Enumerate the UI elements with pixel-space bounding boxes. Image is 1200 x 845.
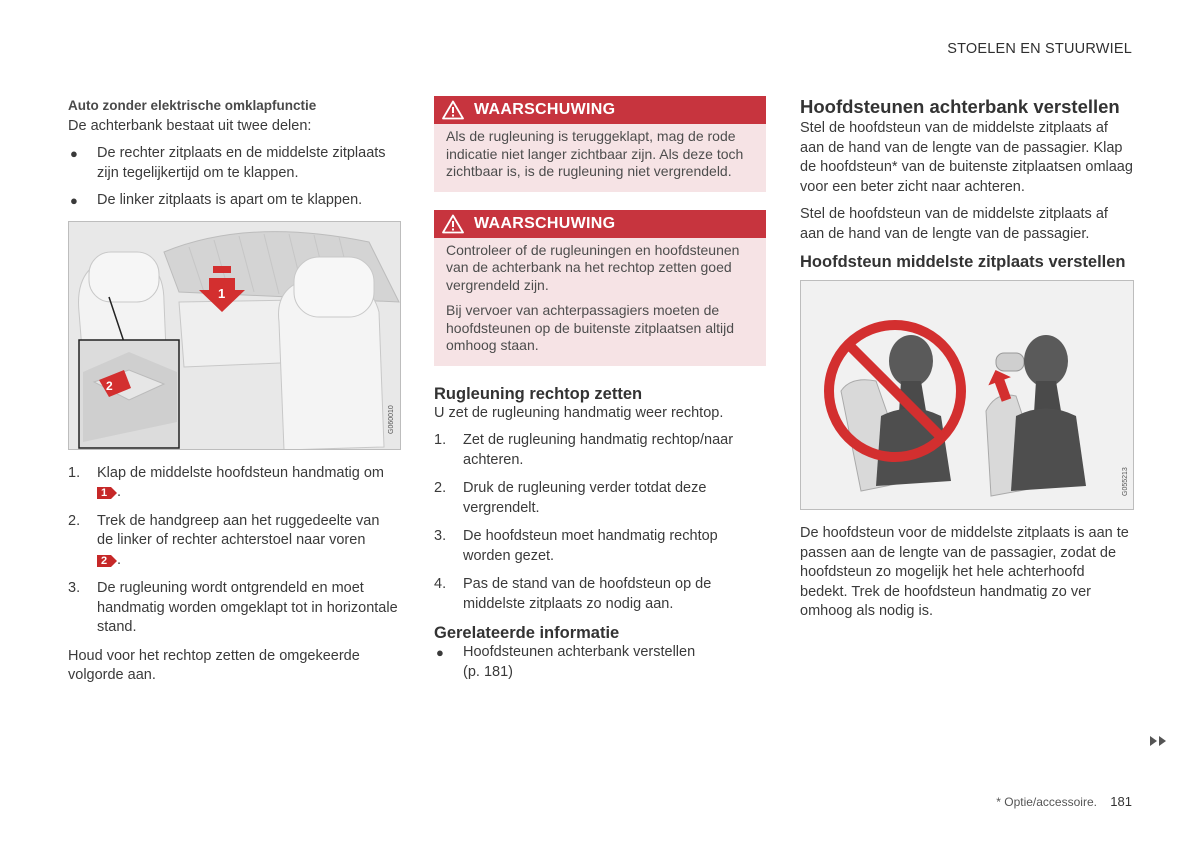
warning-title: WAARSCHUWING (474, 214, 616, 232)
bullet-icon: ● (436, 645, 444, 660)
related-list (434, 643, 766, 682)
left-column (68, 96, 398, 694)
figure-code: G055213 (1122, 467, 1129, 496)
callout-marker: 1 (97, 487, 117, 499)
subheading: Auto zonder elektrische omklapfunctie (68, 98, 317, 113)
subtitle: Hoofdsteun middelste zitplaats verstellen (800, 253, 1126, 271)
section-intro: U zet de rugleuning handmatig weer rechtop. (434, 404, 724, 421)
right-column (800, 96, 1134, 630)
warning-title: WAARSCHUWING (474, 101, 616, 119)
list-item: 4. Pas de stand van de hoofdsteun op de middelste zitplaats zo nodig aan. (434, 576, 712, 612)
footer (996, 792, 1132, 813)
paragraph: De hoofdsteun voor de middelste zitplaats is aan te passen aan de lengte van de passagier, zodat de hoofdsteun zo mogelijk het hele achterhoofd bedekt. Trek de hoofdsteun handmatig zo ver omhoog als nodig is. (800, 525, 1129, 619)
page-title: Hoofdsteunen achterbank verstellen (800, 96, 1120, 117)
callout-marker: 2 (97, 555, 117, 567)
list-item: 2. Druk de rugleuning verder totdat deze vergrendelt. (434, 480, 707, 516)
warning-header (434, 210, 766, 238)
related-title: Gerelateerde informatie (434, 624, 620, 642)
warning-body: Controleer of de rugleuningen en hoofdsteunen van de achterbank na het rechtop zetten goed vergrendeld zijn. Bij vervoer van achterpassagiers moeten de hoofdsteunen op de buitenste zitplaatsen altijd omhoog staan. (446, 241, 740, 353)
warning-triangle-icon (442, 214, 464, 234)
headrest-drawing (801, 281, 1134, 510)
svg-text:2: 2 (106, 378, 113, 393)
intro-text: De achterbank bestaat uit twee delen: (68, 117, 312, 134)
headrest-illustration (800, 280, 1134, 510)
list-item: 1. Klap de middelste hoofdsteun handmatig om 1 . (68, 464, 384, 500)
related-link[interactable]: ● Hoofdsteunen achterbank verstellen (p. 181) (436, 644, 696, 680)
outro-text: Houd voor het rechtop zetten de omgekeerde volgorde aan. (68, 647, 360, 683)
warning-body: Als de rugleuning is teruggeklapt, mag de rode indicatie niet langer zichtbaar zijn. Als deze toch zichtbaar is, is de rugleuning niet vergrendeld. (446, 128, 744, 179)
footnote: * Optie/accessoire. (996, 795, 1097, 809)
warning-header (434, 96, 766, 124)
list-item: 3. De rugleuning wordt ontgrendeld en moet handmatig worden omgeklapt tot in horizontale stand. (68, 580, 398, 635)
list-item: ● De linker zitplaats is apart om te klappen. (68, 191, 398, 211)
svg-text:1: 1 (218, 285, 226, 301)
rear-seat-illustration (68, 221, 401, 450)
section-header: STOELEN EN STUURWIEL (947, 41, 1132, 57)
middle-column (434, 96, 766, 692)
paragraph: Stel de hoofdsteun van de middelste zitplaats af aan de hand van de lengte van de passagier. (800, 206, 1108, 242)
paragraph: Stel de hoofdsteun van de middelste zitplaats af aan de hand van de lengte van de passagier. Klap de hoofdsteun* van de buitenste zitplaatsen omlaag voor een beter zicht naar achteren. (800, 120, 1133, 195)
section-title: Rugleuning rechtop zetten (434, 384, 643, 403)
rear-seat-drawing (69, 222, 401, 450)
warning-box (434, 210, 766, 366)
step-list (68, 464, 398, 638)
bullet-list (68, 144, 398, 211)
list-item: ● De rechter zitplaats en de middelste zitplaats zijn tegelijkertijd om te klappen. (70, 145, 386, 181)
page-number: 181 (1110, 794, 1132, 809)
bullet-icon: ● (70, 193, 78, 208)
warning-box (434, 96, 766, 192)
bullet-icon: ● (70, 146, 78, 161)
next-page-arrows-icon[interactable] (1148, 735, 1168, 747)
list-item: 3. De hoofdsteun moet handmatig rechtop worden gezet. (434, 528, 718, 564)
list-item: 1. Zet de rugleuning handmatig rechtop/naar achteren. (434, 432, 734, 468)
step-list (434, 431, 766, 614)
warning-triangle-icon (442, 100, 464, 120)
list-item: 2. Trek de handgreep aan het ruggedeelte van de linker of rechter achterstoel naar voren 2 . (68, 512, 380, 568)
figure-code: G060010 (388, 404, 395, 434)
